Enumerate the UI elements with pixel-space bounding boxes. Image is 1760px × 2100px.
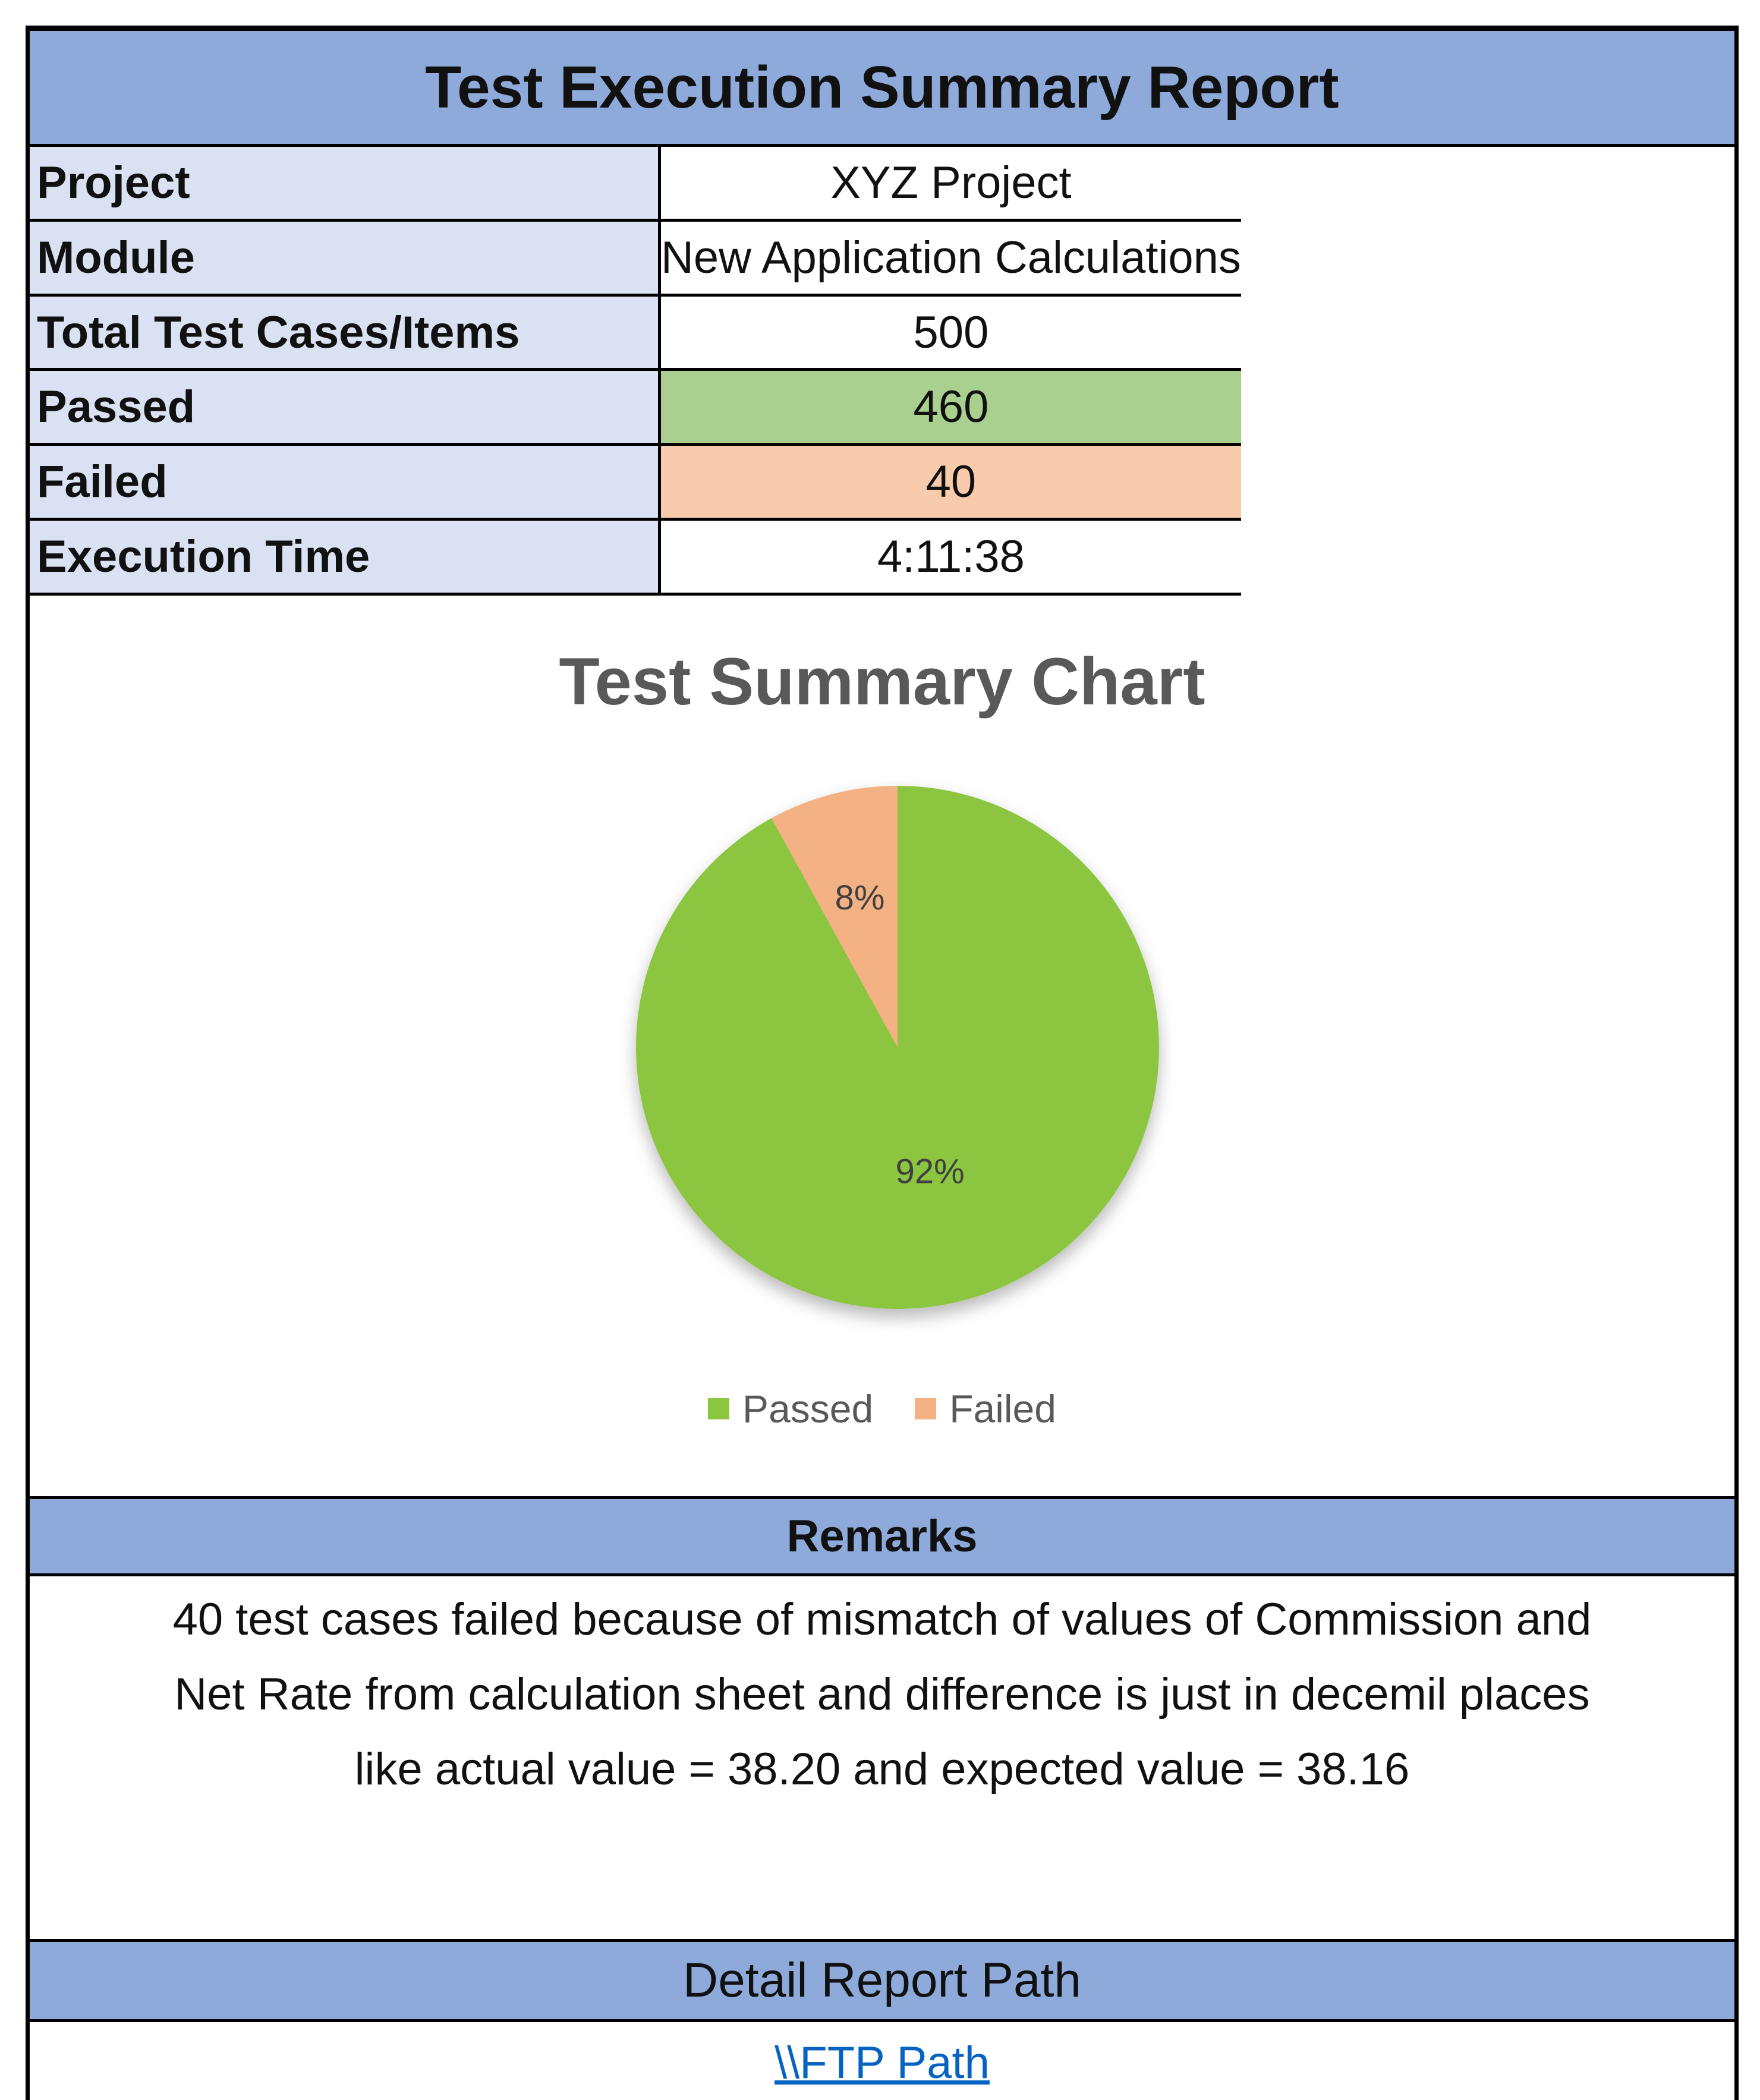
legend-label-passed: Passed <box>742 1387 874 1431</box>
row-failed <box>30 445 1241 520</box>
remarks-line: 40 test cases failed because of mismatch of values of Commission and <box>172 1594 1592 1645</box>
chart-title: Test Summary Chart <box>559 644 1205 719</box>
execution-time-value: 4:11:38 <box>660 520 1241 594</box>
legend-label-failed: Failed <box>949 1387 1056 1431</box>
failed-value: 40 <box>660 445 1241 520</box>
pie-label-failed: 8% <box>835 879 885 918</box>
detail-report-heading: Detail Report Path <box>30 1939 1734 2022</box>
module-label: Module <box>30 220 660 295</box>
pie-label-passed: 92% <box>895 1152 965 1191</box>
row-passed <box>30 370 1241 445</box>
chart-legend <box>30 1386 1734 1431</box>
row-execution-time <box>30 520 1241 594</box>
remarks-line: like actual value = 38.20 and expected value = 38.16 <box>354 1744 1410 1794</box>
row-project <box>30 147 1241 220</box>
project-label: Project <box>30 147 660 220</box>
passed-value: 460 <box>660 370 1241 445</box>
chart-area[interactable] <box>30 596 1734 1496</box>
ftp-path-link[interactable]: \\FTP Path <box>774 2038 990 2088</box>
remarks-text <box>53 1582 1711 1807</box>
legend-passed[interactable] <box>708 1386 873 1431</box>
summary-table <box>30 147 1241 596</box>
test-summary-report <box>26 26 1739 2100</box>
report-title: Test Execution Summary Report <box>30 31 1734 147</box>
passed-label: Passed <box>30 370 660 445</box>
row-total <box>30 295 1241 370</box>
remarks-heading: Remarks <box>30 1496 1734 1576</box>
legend-swatch-passed <box>708 1398 729 1419</box>
total-label: Total Test Cases/Items <box>30 295 660 370</box>
failed-label: Failed <box>30 445 660 520</box>
module-value: New Application Calculations <box>660 220 1241 295</box>
row-module <box>30 220 1241 295</box>
pie-chart[interactable] <box>612 774 1183 1345</box>
project-value: XYZ Project <box>660 147 1241 220</box>
execution-time-label: Execution Time <box>30 520 660 594</box>
legend-failed[interactable] <box>915 1386 1056 1431</box>
remarks-line: Net Rate from calculation sheet and difference is just in decemil places <box>174 1669 1590 1720</box>
total-value: 500 <box>660 295 1241 370</box>
legend-swatch-failed <box>915 1398 936 1419</box>
